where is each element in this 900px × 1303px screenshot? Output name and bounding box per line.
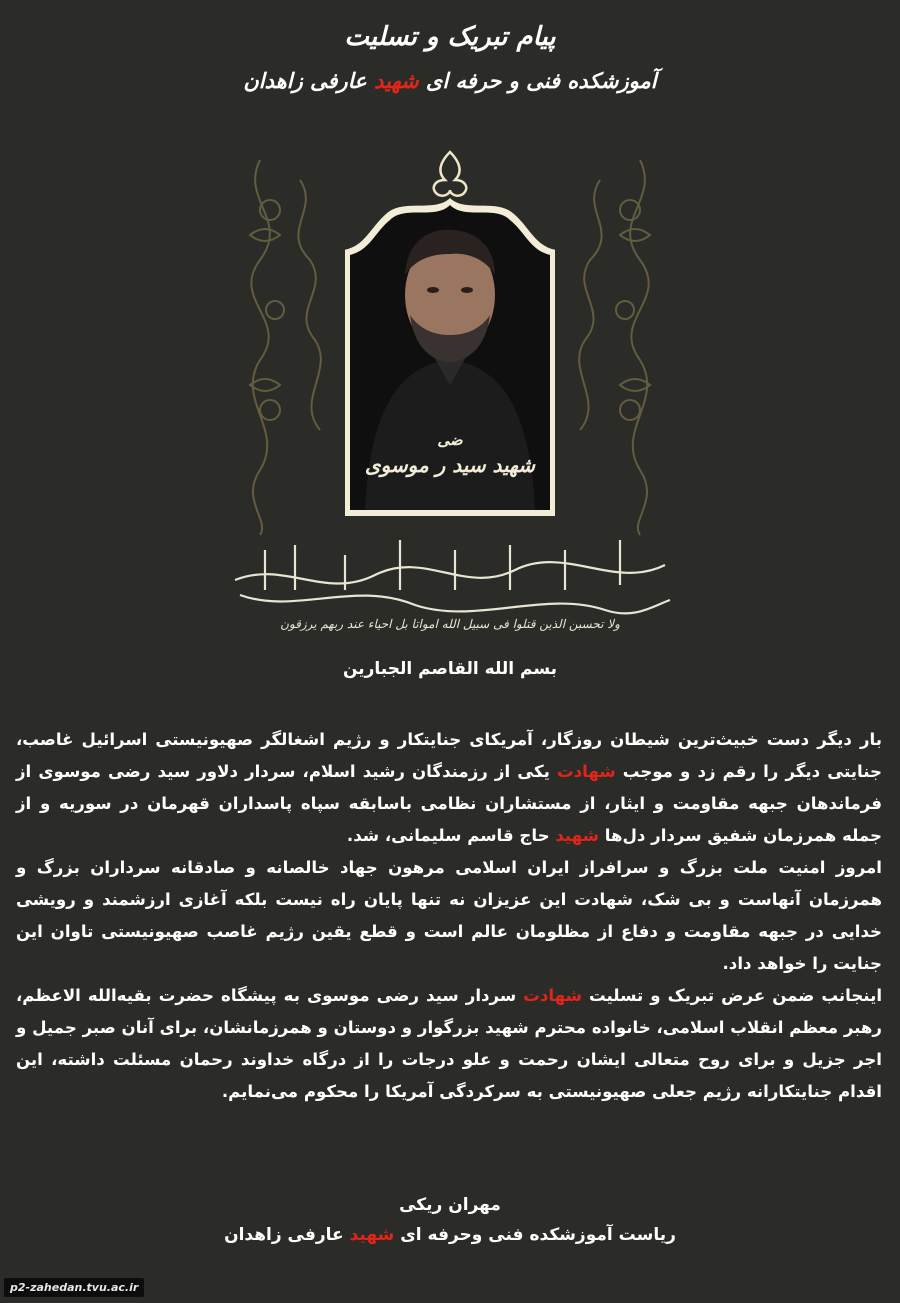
paragraph-text: بار دیگر دست خبیث‌ترین شیطان روزگار، آمریکای جنایتکار و رژیم اشغالگر صهیونیستی اسرائیل غاصب، جنایتی دیگر را رقم زد و موجب [16,730,882,781]
calligraphy-text: ولا تحسبن الذین قتلوا فی سبیل الله امواتا بل احیاء عند ربهم یرزقون [280,617,620,631]
message-paragraph [16,852,882,980]
portrait-frame [345,150,555,520]
paragraph-text: حاج قاسم سلیمانی، شد. [346,826,556,845]
signer-role-pre: ریاست آموزشکده فنی وحرفه ای [400,1225,676,1245]
bismillah: بسم الله القاصم الجبارین [342,659,558,679]
message-paragraph [16,724,882,852]
quran-calligraphy [225,520,675,635]
institution-post: عارفی زاهدان [243,68,367,93]
highlight-word: شهادت [523,986,582,1005]
paragraph-text: امروز امنیت ملت بزرگ و سرافراز ایران اسلامی مرهون جهاد خالصانه و صادقانه سرداران بزرگ و همرزمان آنهاست و بی شک، شهادت این عزیزان نه تنها پایان راه نیست بلکه آغازی ارزشمند و رویشی خدایی در جبهه مقاومت و دفاع از مظلومان عالم است و قطع یقین رژیم غاصب صهیونیستی تاوان این جنایت را خواهد داد. [16,858,882,973]
signer-role-post: عارفی زاهدان [224,1225,344,1245]
signer-role [0,1220,900,1250]
frame-finial [434,152,467,196]
signer-name: مهران ریکی [399,1195,501,1215]
highlight-word: شهادت [556,762,616,781]
caption-line-1: ضی [437,431,463,449]
paragraph-text: یکی از رزمندگان رشید اسلام، سردار دلاور سید رضی موسوی از فرماندهان جبهه مقاومت و ایثار، از مستشاران نظامی باسابقه سپاه پاسداران قهرمان در سوریه و از جمله همرزمان شفیق سردار دل‌ها [16,762,882,845]
page-title: پیام تبریک و تسلیت [344,22,556,52]
caption-line-2: شهید سید ر موسوی [364,453,536,477]
highlight-word: شهید [555,826,599,845]
header [0,22,900,93]
signature [0,1190,900,1250]
signer-role-highlight: شهید [349,1225,395,1245]
message-paragraph [16,980,882,1108]
institution-highlight: شهید [373,68,419,93]
site-url: p2-zahedan.tvu.ac.ir [4,1278,144,1297]
paragraph-text: اینجانب ضمن عرض تبریک و تسلیت [581,986,883,1005]
institution-line [0,68,900,93]
institution-pre: آموزشکده فنی و حرفه ای [425,68,657,93]
paragraph-text: سردار سید رضی موسوی به پیشگاه حضرت بقیه‌الله الاعظم، رهبر معظم انقلاب اسلامی، خانواده محترم شهید بزرگوار و دوستان و همرزمانشان، برای آنان صبر جمیل و اجر جزیل و برای روح متعالی ایشان رحمت و علو درجات را از درگاه خداوند رحمان مسئلت داشته، این اقدام جنایتکارانه رژیم جعلی صهیونیستی به سرکردگی آمریکا را محکوم می‌نمایم. [16,986,882,1101]
message-body [16,724,882,1108]
